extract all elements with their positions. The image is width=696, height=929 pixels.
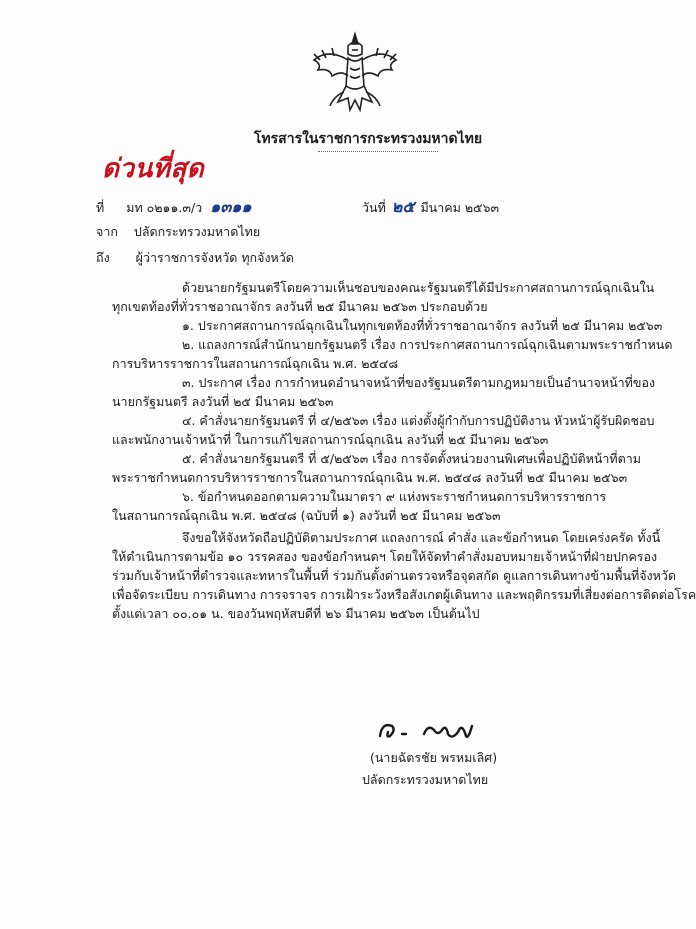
- paragraph-line: ตั้งแต่เวลา ๐๐.๐๑ น. ของวันพฤหัสบดีที่ ๒๖ มีนาคม ๒๕๖๓ เป็นต้นไป: [112, 606, 480, 621]
- signature: [372, 716, 512, 746]
- document-header-title: โทรสารในราชการกระทรวงมหาดไทย: [253, 131, 483, 147]
- paragraph-line: ทุกเขตท้องที่ทั่วราชอาณาจักร ลงวันที่ ๒๕ มีนาคม ๒๕๖๓ ประกอบด้วย: [112, 299, 488, 314]
- paragraph-line: ร่วมกับเจ้าหน้าที่ตำรวจและทหารในพื้นที่ ร่วมกันตั้งด่านตรวจหรือจุดสกัด ดูแลการเดินทางข้ามพื้นที่จังหวัด: [112, 568, 677, 583]
- from-row: [96, 222, 260, 242]
- garuda-emblem-icon: [308, 30, 402, 118]
- list-item-continuation: ในสถานการณ์ฉุกเฉิน พ.ศ. ๒๕๔๘ (ฉบับที่ ๑) ลงวันที่ ๒๕ มีนาคม ๒๕๖๓: [112, 508, 501, 523]
- list-item: ๖. ข้อกำหนดออกตามความในมาตรา ๙ แห่งพระราชกำหนดการบริหารราชการ: [182, 489, 607, 504]
- to-row: [96, 248, 294, 268]
- list-item: ๒. แถลงการณ์สำนักนายกรัฐมนตรี เรื่อง การประกาศสถานการณ์ฉุกเฉินตามพระราชกำหนด: [182, 337, 673, 352]
- closing-paragraph: [112, 528, 696, 623]
- date-row: [362, 195, 499, 220]
- date-label: วันที่: [362, 200, 386, 215]
- list-item-continuation: พระราชกำหนดการบริหารราชการในสถานการณ์ฉุกเฉิน พ.ศ. ๒๕๔๘ ลงวันที่ ๒๕ มีนาคม ๒๕๖๓: [112, 470, 628, 485]
- doc-number-handwritten: ๑๓๑๑: [210, 197, 252, 216]
- signatory-title: ปลัดกระทรวงมหาดไทย: [362, 772, 489, 787]
- list-item: ๕. คำสั่งนายกรัฐมนตรี ที่ ๕/๒๕๖๓ เรื่อง การจัดตั้งหน่วยงานพิเศษเพื่อปฏิบัติหน้าที่ตาม: [182, 451, 642, 466]
- from-value: ปลัดกระทรวงมหาดไทย: [133, 224, 261, 239]
- list-item: ๓. ประกาศ เรื่อง การกำหนดอำนาจหน้าที่ของรัฐมนตรีตามกฎหมายเป็นอำนาจหน้าที่ของ: [182, 375, 656, 390]
- to-label: ถึง: [96, 250, 110, 265]
- list-item: ๑. ประกาศสถานการณ์ฉุกเฉินในทุกเขตท้องที่ทั่วราชอาณาจักร ลงวันที่ ๒๕ มีนาคม ๒๕๖๓: [182, 318, 663, 333]
- paragraph-line: เพื่อจัดระเบียบ การเดินทาง การจราจร การเฝ้าระวังหรือสังเกตผู้เดินทาง และพฤติกรรมที่เสี่ยงต่อการติดต่อโรค: [112, 587, 696, 602]
- paragraph-line: จึงขอให้จังหวัดถือปฏิบัติตามประกาศ แถลงการณ์ คำสั่ง และข้อกำหนด โดยเคร่งครัด ทั้งนี้: [182, 530, 661, 545]
- list-item-continuation: และพนักงานเจ้าหน้าที่ ในการแก้ไขสถานการณ์ฉุกเฉิน ลงวันที่ ๒๕ มีนาคม ๒๕๖๓: [112, 432, 549, 447]
- header-divider: [318, 151, 438, 152]
- signatory-name: (นายฉัตรชัย พรหมเลิศ): [370, 750, 498, 765]
- date-day-handwritten: ๒๕: [391, 197, 415, 216]
- list-item: ๔. คำสั่งนายกรัฐมนตรี ที่ ๔/๒๕๖๓ เรื่อง แต่งตั้งผู้กำกับการปฏิบัติงาน หัวหน้าผู้รับผิดชอบ: [182, 413, 655, 428]
- list-item-continuation: การบริหารราชการในสถานการณ์ฉุกเฉิน พ.ศ. ๒๕๔๘: [112, 356, 399, 371]
- to-value: ผู้ว่าราชการจังหวัด ทุกจังหวัด: [135, 250, 294, 265]
- doc-number-row: [96, 195, 252, 220]
- list-item-continuation: นายกรัฐมนตรี ลงวันที่ ๒๕ มีนาคม ๒๕๖๓: [112, 394, 334, 409]
- doc-number: มท ๐๒๑๑.๓/ว: [126, 200, 203, 215]
- paragraph-line: ให้ดำเนินการตามข้อ ๑๐ วรรคสอง ของข้อกำหนดฯ โดยให้จัดทำคำสั่งมอบหมายเจ้าหน้าที่ฝ่ายปกครอง: [112, 549, 658, 564]
- paragraph-line: ด้วยนายกรัฐมนตรีโดยความเห็นชอบของคณะรัฐมนตรีได้มีประกาศสถานการณ์ฉุกเฉินใน: [182, 280, 655, 295]
- urgency-stamp: ด่วนที่สุด: [102, 154, 205, 184]
- body-text: [112, 278, 673, 525]
- doc-number-label: ที่: [96, 200, 105, 215]
- from-label: จาก: [96, 224, 118, 239]
- date-rest: มีนาคม ๒๕๖๓: [420, 200, 499, 215]
